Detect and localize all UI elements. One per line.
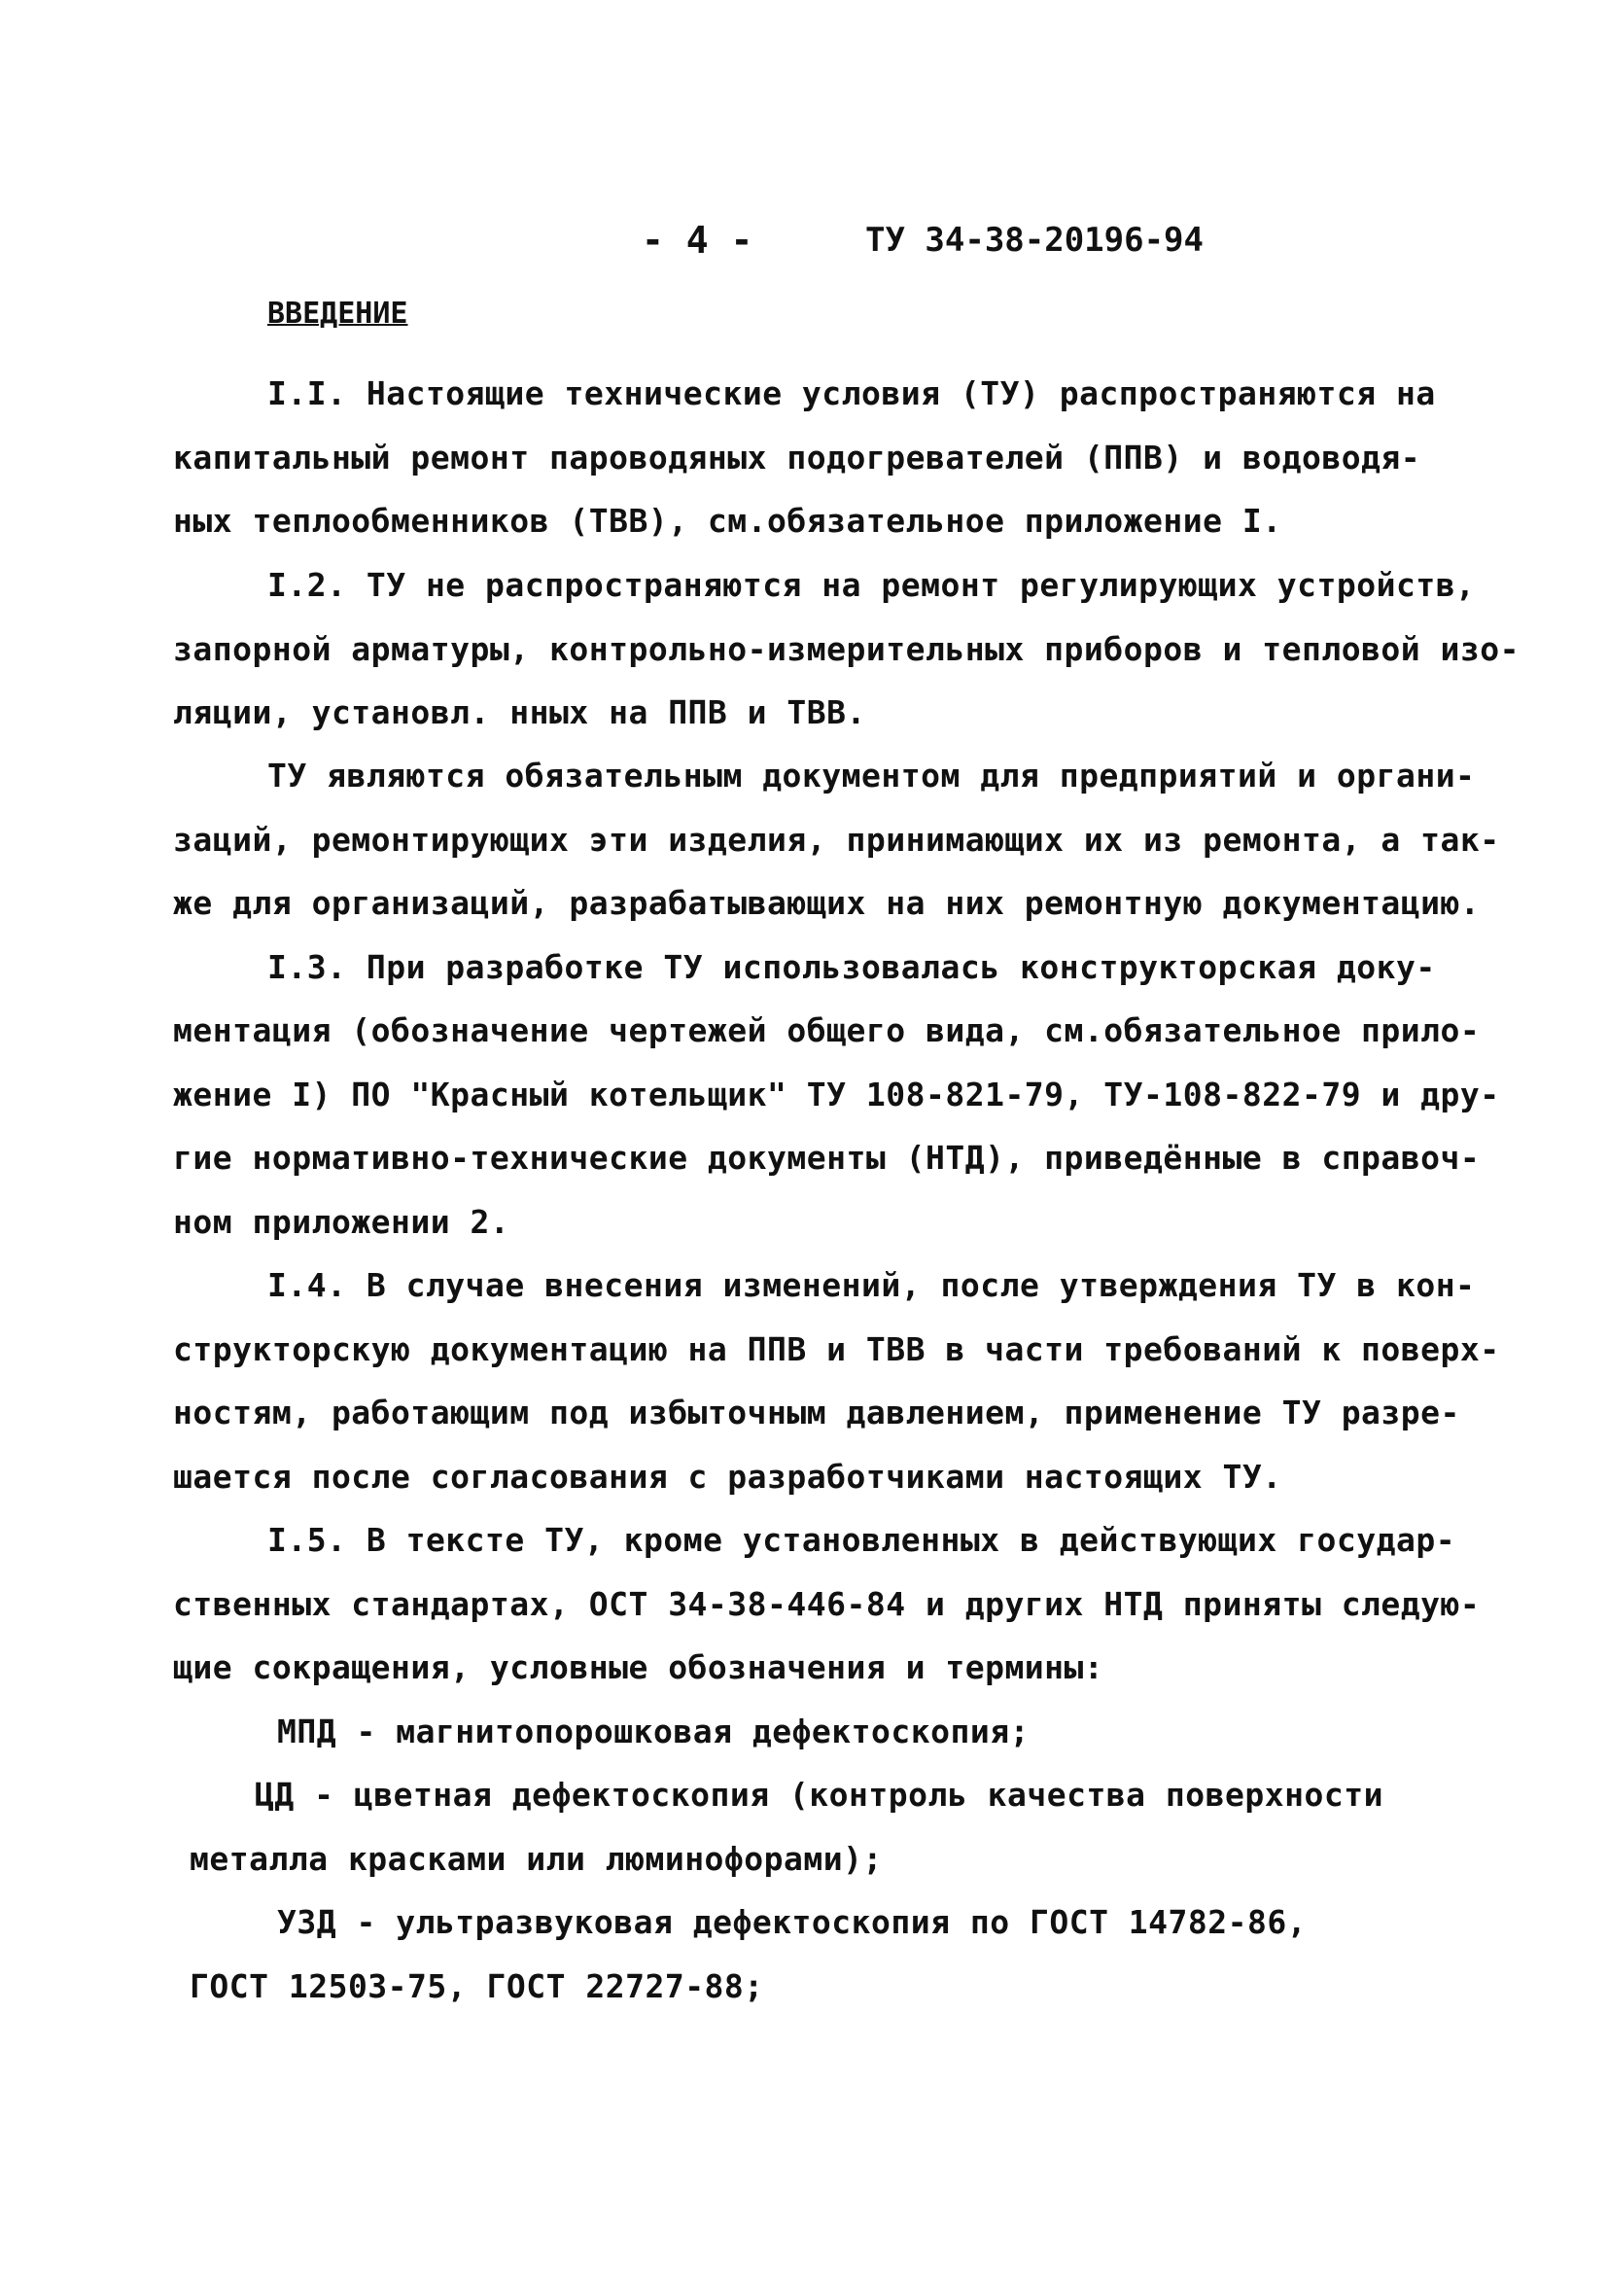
text-line: ном приложении 2. [173,1203,510,1241]
text-line: жение I) ПО "Красный котельщик" ТУ 108-821-79, ТУ-108-822-79 и дру- [173,1076,1500,1113]
text-line: ных теплообменников (ТВВ), см.обязательное приложение I. [173,502,1282,540]
text-line: ментация (обозначение чертежей общего вида, см.обязательное прило- [173,1011,1481,1049]
text-line: щие сокращения, условные обозначения и термины: [173,1648,1104,1686]
text-line: I.2. ТУ не распространяются на ремонт регулирующих устройств, [267,566,1476,604]
text-line: гие нормативно-технические документы (НТД), приведённые в справоч- [173,1139,1481,1177]
page-number: - 4 - [642,219,753,262]
text-line: I.I. Настоящие технические условия (ТУ) распространяются на [267,374,1436,412]
section-title: ВВЕДЕНИЕ [267,297,408,331]
text-line: же для организаций, разрабатывающих на них ремонтную документацию. [173,884,1481,922]
text-line: ТУ являются обязательным документом для предприятий и органи- [267,757,1476,795]
text-line: I.5. В тексте ТУ, кроме установленных в действующих государ- [267,1521,1456,1559]
text-line: ностям, работающим под избыточным давлением, применение ТУ разре- [173,1394,1460,1431]
text-line: металла красками или люминофорами); [190,1840,883,1878]
text-line: капитальный ремонт пароводяных подогревателей (ППВ) и водоводя- [173,439,1421,477]
text-line: I.3. При разработке ТУ использовалась конструкторская доку- [267,948,1436,986]
text-line: ГОСТ 12503-75, ГОСТ 22727-88; [190,1967,764,2005]
text-line: заций, ремонтирующих эти изделия, принимающих их из ремонта, а так- [173,821,1500,859]
text-line: ЦД - цветная дефектоскопия (контроль качества поверхности [255,1776,1383,1814]
text-line: запорной арматуры, контрольно-измерительных приборов и тепловой изо- [173,630,1521,668]
text-line: УЗД - ультразвуковая дефектоскопия по ГОСТ 14782-86, [277,1903,1308,1941]
text-line: структорскую документацию на ППВ и ТВВ в части требований к поверх- [173,1330,1500,1368]
document-code: ТУ 34-38-20196-94 [865,221,1204,260]
text-line: шается после согласования с разработчиками настоящих ТУ. [173,1458,1282,1496]
text-line: I.4. В случае внесения изменений, после утверждения ТУ в кон- [267,1266,1476,1304]
text-line: МПД - магнитопорошковая дефектоскопия; [277,1713,1030,1750]
text-line: ляции, установл. нных на ППВ и ТВВ. [173,693,866,731]
text-line: ственных стандартах, ОСТ 34-38-446-84 и других НТД приняты следую- [173,1585,1481,1623]
